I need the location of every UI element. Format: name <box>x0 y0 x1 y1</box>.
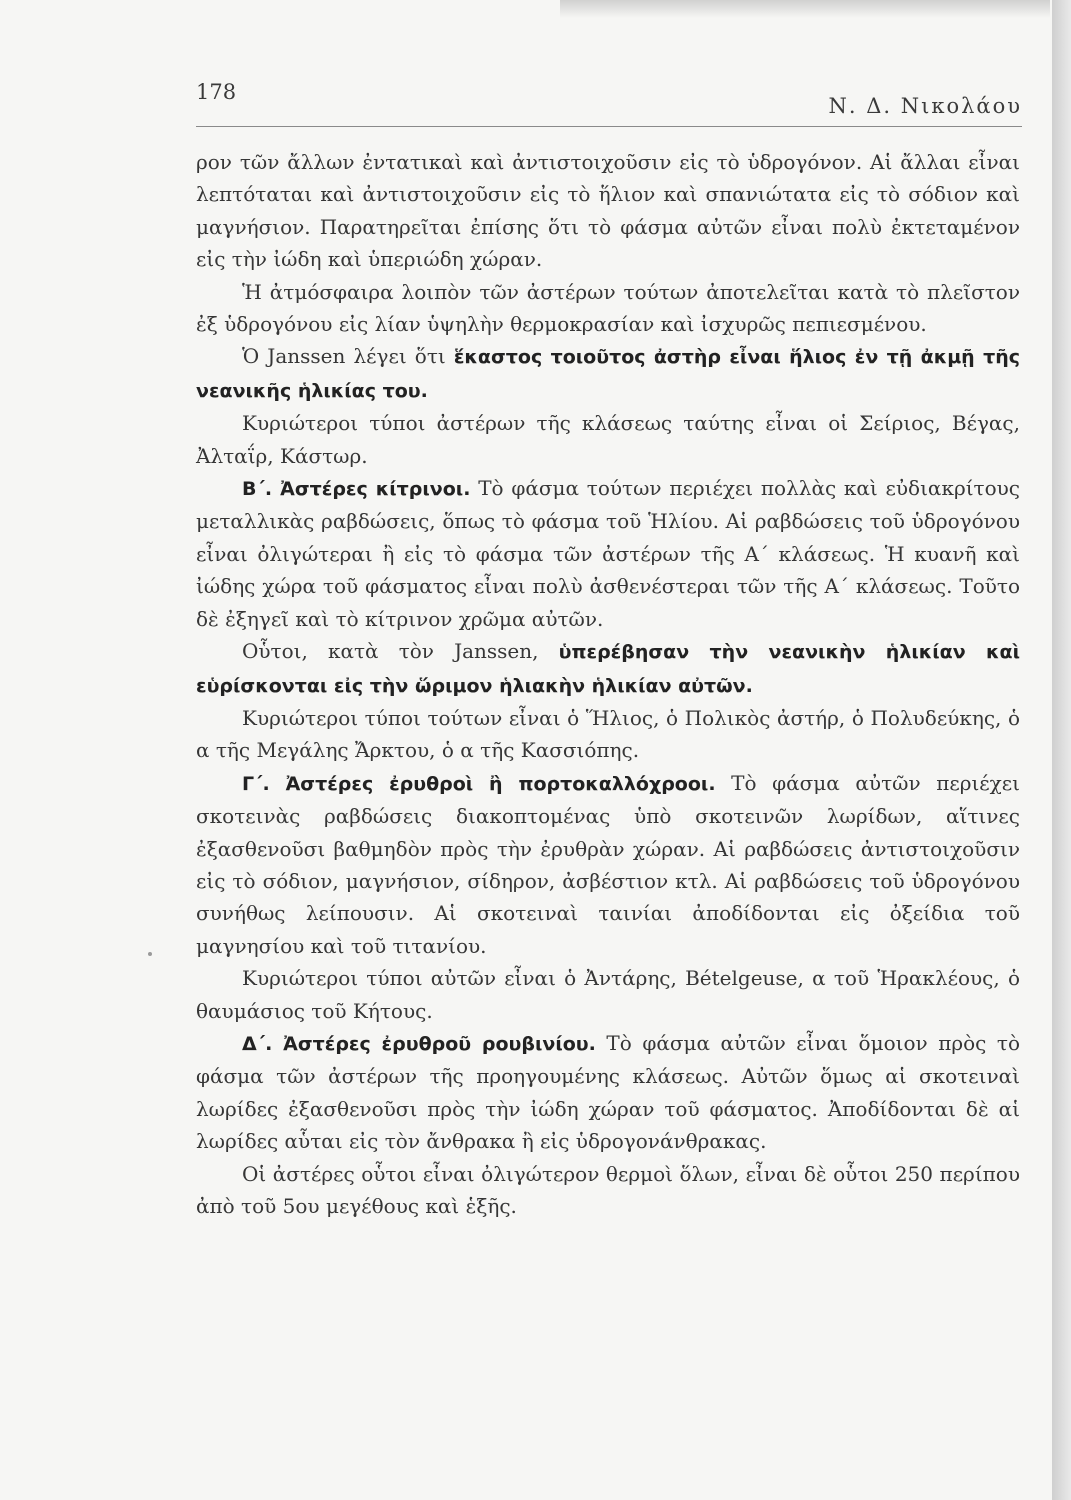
paragraph: Κυριώτεροι τύποι ἀστέρων τῆς κλάσεως ταύτης εἶναι οἱ Σείριος, Βέγας, Ἀλταΐρ, Κάστωρ. <box>196 411 1020 468</box>
paragraph: Ὁ Janssen λέγει ὅτι ἕκαστος τοιοῦτος ἀστὴρ εἶναι ἥλιος ἐν τῇ ἀκμῇ τῆς νεανικῆς ἡλικίας του. <box>196 344 1020 402</box>
scan-shadow <box>560 0 1050 18</box>
paragraph: Γ΄. Ἀστέρες ἐρυθροὶ ἢ πορτοκαλλόχροοι. Τὸ φάσμα αὐτῶν περιέχει σκοτεινὰς ραβδώσεις διακοπτομένας ὑπὸ σκοτεινῶν λωρίδων, αἵτινες ἐξασθενοῦσι βαθμηδὸν πρὸς τὴν ἐρυθρὰν χώραν. Αἱ ραβδώσεις ἀντιστοιχοῦσιν εἰς τὸ σόδιον, μαγνήσιον, σίδηρον, ἀσβέστιον κτλ. Αἱ ραβδώσεις τοῦ ὑδρογόνου συνήθως λείπουσιν. Αἱ σκοτειναὶ ταινίαι ἀποδίδονται εἰς ὀξείδια τοῦ μαγνησίου καὶ τοῦ τιτανίου. <box>196 770 1020 958</box>
section-heading: Δ΄. Ἀστέρες ἐρυθροῦ ρουβινίου. <box>242 1032 596 1055</box>
paragraph: Οὗτοι, κατὰ τὸν Janssen, ὑπερέβησαν τὴν νεανικὴν ἡλικίαν καὶ εὑρίσκονται εἰς τὴν ὥριμον ἡλιακὴν ἡλικίαν αὐτῶν. <box>196 639 1020 697</box>
paragraph: Κυριώτεροι τύποι αὐτῶν εἶναι ὁ Ἀντάρης, Bételgeuse, α τοῦ Ἡρακλέους, ὁ θαυμάσιος τοῦ Κήτους. <box>196 966 1020 1023</box>
paragraph: Οἱ ἀστέρες οὗτοι εἶναι ὀλιγώτερον θερμοὶ ὅλων, εἶναι δὲ οὗτοι 250 περίπου ἀπὸ τοῦ 5ου μεγέθους καὶ ἑξῆς. <box>196 1161 1020 1218</box>
paragraph: Ἡ ἀτμόσφαιρα λοιπὸν τῶν ἀστέρων τούτων ἀποτελεῖται κατὰ τὸ πλεῖστον ἐξ ὑδρογόνου εἰς λίαν ὑψηλὴν θερμοκρασίαν καὶ ἰσχυρῶς πεπιεσμένου. <box>196 279 1020 337</box>
scan-binding-edge <box>1052 0 1071 1500</box>
paragraph: ρον τῶν ἄλλων ἐντατικαὶ καὶ ἀντιστοιχοῦσιν εἰς τὸ ὑδρογόνον. Αἱ ἄλλαι εἶναι λεπτόταται καὶ ἀντιστοιχοῦσιν εἰς τὸ ἥλιον καὶ σπανιώτατα εἰς τὸ σόδιον καὶ μαγνήσιον. Παρατηρεῖται ἐπίσης ὅτι τὸ φάσμα αὐτῶν εἶναι πολὺ ἐκτεταμένον εἰς τὴν ἰώδη καὶ ὑπεριώδη χώραν. <box>196 150 1020 272</box>
section-heading: Γ΄. Ἀστέρες ἐρυθροὶ ἢ πορτοκαλλόχροοι. <box>242 772 716 795</box>
running-head-author: Ν. Δ. Νικολάου <box>828 94 1022 118</box>
section-heading: Β΄. Ἀστέρες κίτρινοι. <box>242 478 471 501</box>
page-number: 178 <box>196 80 237 104</box>
emphasis: ἕκαστος τοιοῦτος ἀστὴρ εἶναι ἥλιος ἐν τῇ ἀκμῇ τῆς νεανικῆς ἡλικίας του. <box>196 346 1020 402</box>
page-header <box>196 80 1022 127</box>
paragraph: Κυριώτεροι τύποι τούτων εἶναι ὁ Ἥλιος, ὁ Πολικὸς ἀστήρ, ὁ Πολυδεύκης, ὁ α τῆς Μεγάλης Ἄρκτου, ὁ α τῆς Κασσιόπης. <box>196 705 1020 763</box>
scan-speck <box>148 952 152 956</box>
emphasis: ὑπερέβησαν τὴν νεανικὴν ἡλικίαν καὶ εὑρίσκονται εἰς τὴν ὥριμον ἡλιακὴν ἡλικίαν αὐτῶν. <box>196 641 1020 697</box>
paragraph: Β΄. Ἀστέρες κίτρινοι. Τὸ φάσμα τούτων περιέχει πολλὰς καὶ εὐδιακρίτους μεταλλικὰς ραβδώσεις, ὅπως τὸ φάσμα τοῦ Ἡλίου. Αἱ ραβδώσεις τοῦ ὑδρογόνου εἶναι ὀλιγώτεραι ἢ εἰς τὸ φάσμα τῶν ἀστέρων τῆς Α΄ κλάσεως. Ἡ κυανῆ καὶ ἰώδης χώρα τοῦ φάσματος εἶναι πολὺ ἀσθενέστεραι τῶν τῆς Α΄ κλάσεως. Τοῦτο δὲ ἐξηγεῖ καὶ τὸ κίτρινον χρῶμα αὐτῶν. <box>196 476 1021 631</box>
body-text <box>196 146 1020 1222</box>
paragraph: Δ΄. Ἀστέρες ἐρυθροῦ ρουβινίου. Τὸ φάσμα αὐτῶν εἶναι ὅμοιον πρὸς τὸ φάσμα τῶν ἀστέρων τῆς προηγουμένης κλάσεως. Αὐτῶν ὅμως αἱ σκοτειναὶ λωρίδες ἐξασθενοῦσι πρὸς τὴν ἰώδη χώραν τοῦ φάσματος. Ἀποδίδονται δὲ αἱ λωρίδες αὗται εἰς τὸν ἄνθρακα ἢ εἰς ὑδρογονάνθρακας. <box>196 1030 1020 1154</box>
